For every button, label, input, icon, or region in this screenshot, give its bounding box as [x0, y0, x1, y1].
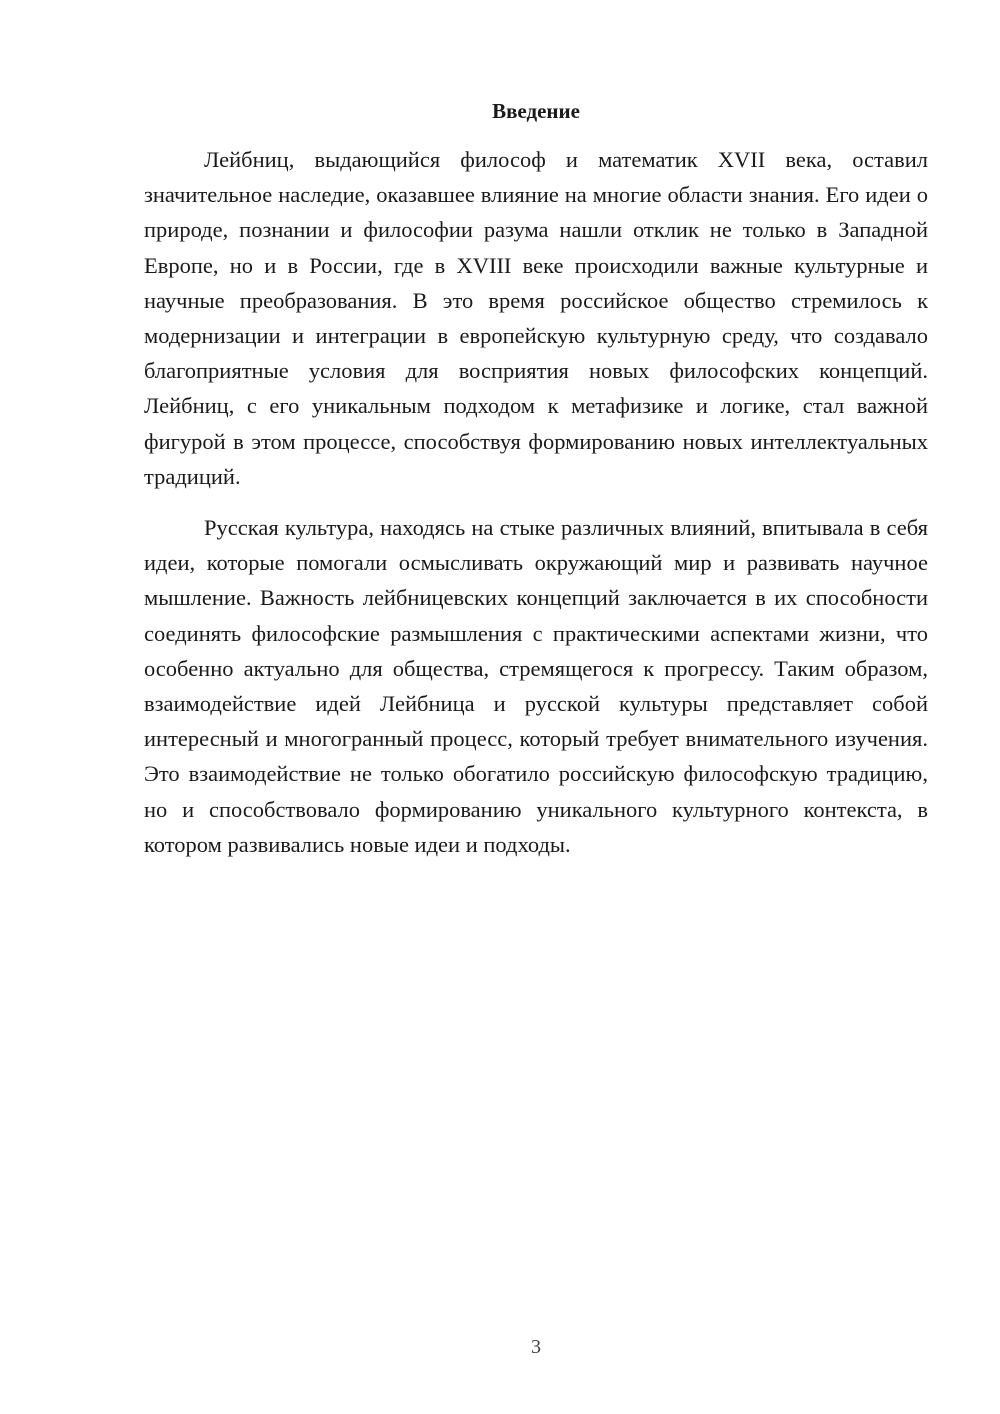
body-text [144, 142, 928, 862]
section-heading: Введение [492, 99, 580, 123]
paragraph-2: Русская культура, находясь на стыке различных влияний, впитывала в себя идеи, которые помогали осмысливать окружающий мир и развивать научное мышление. Важность лейбницевских концепций заключается в их способности соединять философские размышления с практическими аспектами жизни, что особенно актуально для общества, стремящегося к прогрессу. Таким образом, взаимодействие идей Лейбница и русской культуры представляет собой интересный и многогранный процесс, который требует внимательного изучения. Это взаимодействие не только обогатило российскую философскую традицию, но и способствовало формированию уникального культурного контекста, в котором развивались новые идеи и подходы. [144, 515, 928, 857]
paragraph-1: Лейбниц, выдающийся философ и математик XVII века, оставил значительное наследие, оказавшее влияние на многие области знания. Его идеи о природе, познании и философии разума нашли отклик не только в Западной Европе, но и в России, где в XVIII веке происходили важные культурные и научные преобразования. В это время российское общество стремилось к модернизации и интеграции в европейскую культурную среду, что создавало благоприятные условия для восприятия новых философских концепций. Лейбниц, с его уникальным подходом к метафизике и логике, стал важной фигурой в этом процессе, способствуя формированию новых интеллектуальных традиций. [144, 147, 928, 489]
page-number: 3 [531, 1336, 541, 1358]
